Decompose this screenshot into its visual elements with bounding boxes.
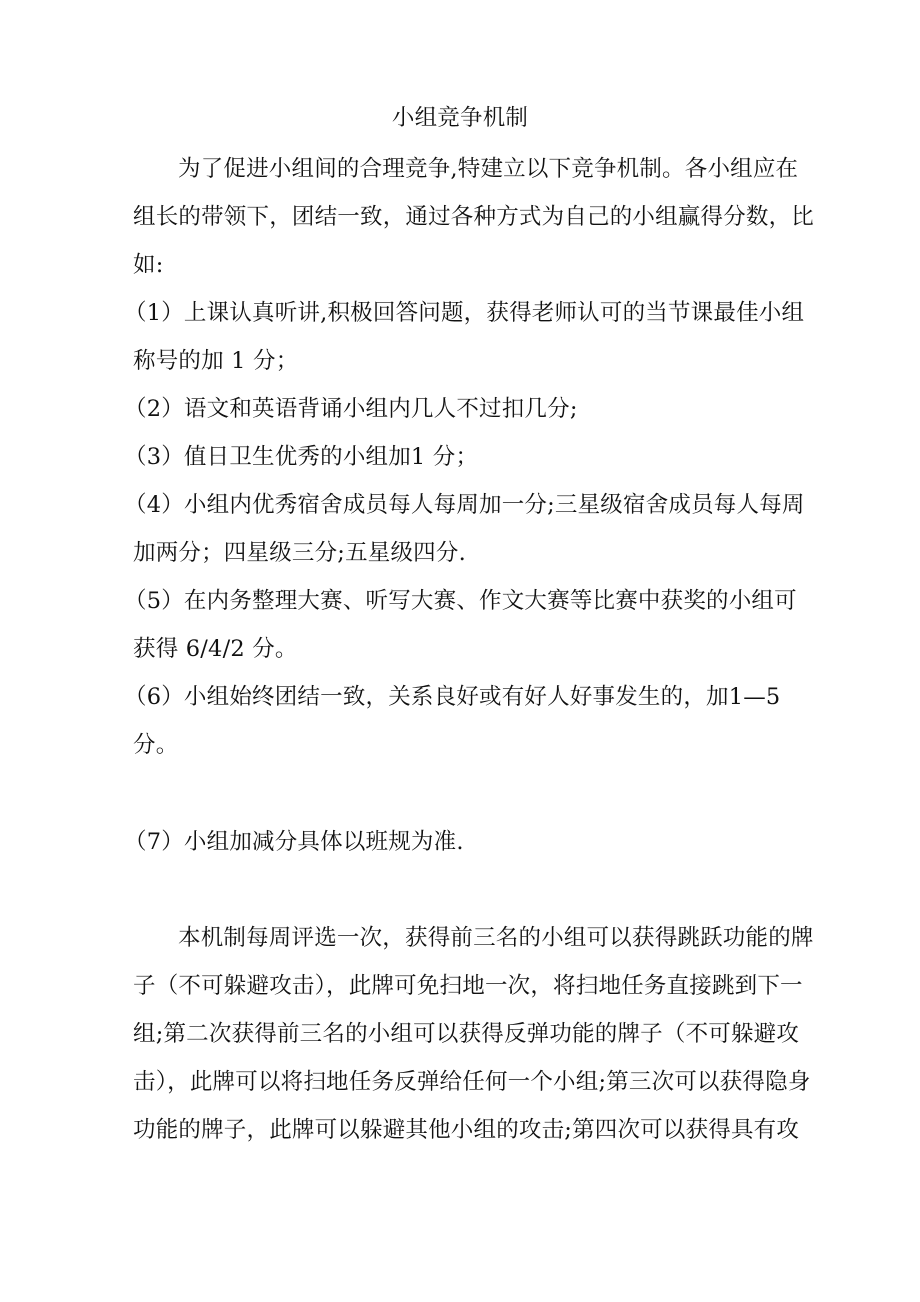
closing-line: 子（不可躲避攻击），此牌可免扫地一次，将扫地任务直接跳到下一 — [133, 973, 803, 999]
rule-line: （1）上课认真听讲,积极回答问题，获得老师认可的当节课最佳小组 — [124, 300, 805, 326]
intro-line: 组长的带领下，团结一致，通过各种方式为自己的小组赢得分数，比 — [133, 204, 815, 230]
rule-line: 分。 — [133, 732, 179, 758]
intro-line: 为了促进小组间的合理竞争,特建立以下竞争机制。各小组应在 — [178, 156, 799, 182]
rule-line: （7）小组加减分具体以班规为准. — [124, 829, 464, 855]
document-title: 小组竞争机制 — [391, 105, 529, 131]
rule-line: （3）值日卫生优秀的小组加1 分； — [124, 444, 479, 470]
closing-line: 功能的牌子，此牌可以躲避其他小组的攻击;第四次可以获得具有攻 — [133, 1117, 800, 1143]
rule-line: （4）小组内优秀宿舍成员每人每周加一分;三星级宿舍成员每人每周 — [124, 492, 805, 518]
closing-line: 击），此牌可以将扫地任务反弹给任何一个小组;第三次可以获得隐身 — [133, 1069, 811, 1095]
rule-line: （6）小组始终团结一致，关系良好或有好人好事发生的，加1—5 — [124, 684, 781, 710]
intro-line: 如: — [133, 252, 164, 278]
closing-line: 组;第二次获得前三名的小组可以获得反弹功能的牌子（不可躲避攻 — [133, 1021, 800, 1047]
rule-line: 加两分；四星级三分;五星级四分. — [133, 540, 466, 566]
rule-line: （2）语文和英语背诵小组内几人不过扣几分; — [124, 396, 578, 422]
rule-line: （5）在内务整理大赛、听写大赛、作文大赛等比赛中获奖的小组可 — [124, 588, 797, 614]
closing-line: 本机制每周评选一次，获得前三名的小组可以获得跳跃功能的牌 — [178, 925, 814, 951]
rule-line: 称号的加 1 分； — [133, 348, 299, 374]
rule-line: 获得 6/4/2 分。 — [133, 636, 298, 662]
